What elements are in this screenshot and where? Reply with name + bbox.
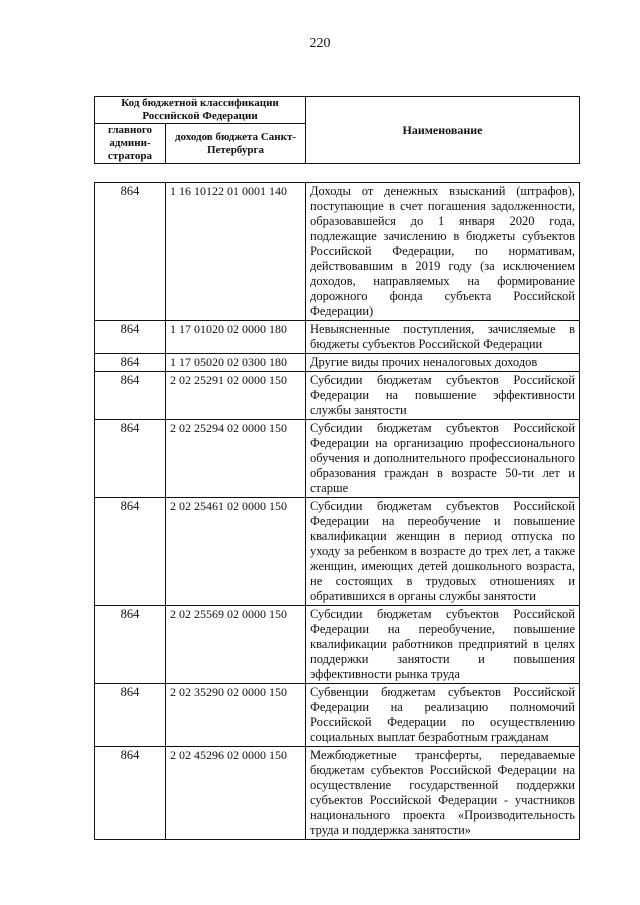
admin-column-header: главного админи-стратора xyxy=(95,124,166,164)
admin-code-cell: 864 xyxy=(95,420,166,498)
income-name-cell: Субсидии бюджетам субъектов Российской Федерации на организацию профессионального обучения и дополнительного профессионального образования граждан в возрасте 50-ти лет и старше xyxy=(306,420,580,498)
income-code-cell: 2 02 25291 02 0000 150 xyxy=(166,372,306,420)
admin-code-cell: 864 xyxy=(95,183,166,321)
admin-code-cell: 864 xyxy=(95,372,166,420)
income-name-cell: Другие виды прочих неналоговых доходов xyxy=(306,354,580,372)
income-code-cell: 2 02 25569 02 0000 150 xyxy=(166,606,306,684)
income-name-cell: Субсидии бюджетам субъектов Российской Федерации на переобучение, повышение квалификации работников предприятий в целях поддержки занятости и повышения эффективности рынка труда xyxy=(306,606,580,684)
table-row xyxy=(95,747,580,840)
income-name-cell: Субвенции бюджетам субъектов Российской Федерации на реализацию полномочий Российской Федерации по осуществлению социальных выплат безработным гражданам xyxy=(306,684,580,747)
admin-code-cell: 864 xyxy=(95,321,166,354)
name-column-header: Наименование xyxy=(306,97,580,164)
income-name-cell: Межбюджетные трансферты, передаваемые бюджетам субъектов Российской Федерации на осуществление государственной поддержки субъектов Российской Федерации - участников национального проекта «Производительность труда и поддержка занятости» xyxy=(306,747,580,840)
table-row xyxy=(95,183,580,321)
table-row xyxy=(95,372,580,420)
admin-code-cell: 864 xyxy=(95,354,166,372)
admin-code-cell: 864 xyxy=(95,498,166,606)
table-header xyxy=(94,96,580,164)
table-row xyxy=(95,498,580,606)
income-codes-table xyxy=(94,182,580,840)
income-name-cell: Невыясненные поступления, зачисляемые в бюджеты субъектов Российской Федерации xyxy=(306,321,580,354)
income-code-cell: 2 02 45296 02 0000 150 xyxy=(166,747,306,840)
table-row xyxy=(95,606,580,684)
table-row xyxy=(95,420,580,498)
income-code-cell: 2 02 25294 02 0000 150 xyxy=(166,420,306,498)
income-name-cell: Субсидии бюджетам субъектов Российской Федерации на переобучение и повышение квалификации женщин в период отпуска по уходу за ребенком в возрасте до трех лет, а также женщин, имеющих детей дошкольного возраста, не состоящих в трудовых отношениях и обратившихся в органы службы занятости xyxy=(306,498,580,606)
admin-code-cell: 864 xyxy=(95,606,166,684)
income-code-column-header: доходов бюджета Санкт-Петербурга xyxy=(166,124,306,164)
income-name-cell: Доходы от денежных взысканий (штрафов), поступающие в счет погашения задолженности, образовавшейся до 1 января 2020 года, подлежащие зачислению в бюджеты субъектов Российской Федерации, по нормативам, действовавшим в 2019 году (за исключением доходов, направляемых на формирование дорожного фонда субъекта Российской Федерации) xyxy=(306,183,580,321)
income-code-cell: 2 02 35290 02 0000 150 xyxy=(166,684,306,747)
page-number: 220 xyxy=(309,36,331,51)
income-code-cell: 2 02 25461 02 0000 150 xyxy=(166,498,306,606)
income-code-cell: 1 16 10122 01 0001 140 xyxy=(166,183,306,321)
admin-code-cell: 864 xyxy=(95,684,166,747)
budget-classification-header: Код бюджетной классификации Российской Федерации xyxy=(95,97,306,124)
table-row xyxy=(95,354,580,372)
income-name-cell: Субсидии бюджетам субъектов Российской Федерации на повышение эффективности службы занятости xyxy=(306,372,580,420)
income-code-cell: 1 17 01020 02 0000 180 xyxy=(166,321,306,354)
table-row xyxy=(95,321,580,354)
table-row xyxy=(95,684,580,747)
income-code-cell: 1 17 05020 02 0300 180 xyxy=(166,354,306,372)
admin-code-cell: 864 xyxy=(95,747,166,840)
